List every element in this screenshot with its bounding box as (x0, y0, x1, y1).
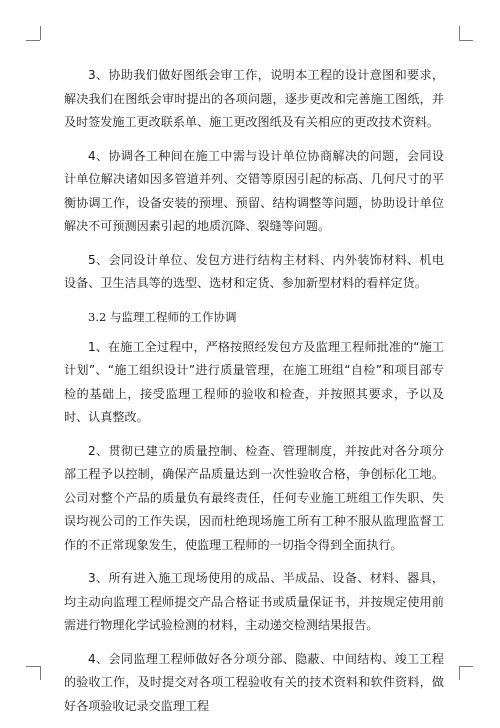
crop-mark-bottom-left-h (26, 666, 40, 667)
paragraph-quality-management: 1、在施工全过程中，严格按照经发包方及监理工程师批准的“施工计划”、“施工组织设计”进行质量管理，在施工班组“自检”和项目部专检的基础上，接受监理工程师的验收和检查，并按照其要求，予以及时、认真整改。 (64, 339, 444, 424)
crop-mark-top-right-v (459, 26, 460, 40)
paragraph-design-review: 3、协助我们做好图纸会审工作，说明本工程的设计意图和要求，解决我们在图纸会审时提出的各项问题，逐步更改和完善施工图纸，并及时签发施工更改联系单、施工更改图纸及有关相应的更改技术资料。 (64, 68, 444, 129)
crop-mark-bottom-right-v (459, 666, 460, 680)
crop-mark-top-left-h (26, 40, 40, 41)
paragraph-materials-certification: 3、所有进入施工现场使用的成品、半成品、设备、材料、器具，均主动向监理工程师提交产品合格证书或质量保证书，并按规定使用前需进行物理化学试验检测的材料，主动递交检测结果报告。 (64, 571, 444, 632)
crop-mark-top-right-h (459, 40, 473, 41)
section-heading: 3.2 与监理工程师的工作协调 (88, 309, 237, 324)
crop-mark-top-left-v (40, 26, 41, 40)
paragraph-material-selection: 5、会同设计单位、发包方进行结构主材料、内外装饰材料、机电设备、卫生洁具等的选型、选材和定货、参加新型材料的看样定货。 (64, 252, 444, 290)
paragraph-acceptance-work: 4、会同监理工程师做好各分项分部、隐蔽、中间结构、竣工工程的验收工作，及时提交对各项工程验收有关的技术资料和软件资料，做好各项验收记录交监理工程 (64, 651, 444, 713)
crop-mark-bottom-left-v (40, 666, 41, 680)
crop-mark-bottom-right-h (459, 666, 473, 667)
paragraph-trade-coordination: 4、协调各工种间在施工中需与设计单位协商解决的问题，会同设计单位解决诸如因多管道并列、交错等原因引起的标高、几何尺寸的平衡协调工作，设备安装的预埋、预留、结构调整等问题，协助设计单位解决不可预测因素引起的地质沉降、裂缝等问题。 (64, 148, 444, 233)
document-body (64, 64, 444, 728)
paragraph-quality-control: 2、贯彻已建立的质量控制、检查、管理制度，并按此对各分项分部工程予以控制，确保产品质量达到一次性验收合格，争创标化工地。公司对整个产品的质量负有最终责任，任何专业施工班组工作失职、失误均视公司的工作失误，因而杜绝现场施工所有工种不服从监理监督工作的不正常现象发生，使监理工程师的一切指令得到全面执行。 (64, 443, 444, 552)
